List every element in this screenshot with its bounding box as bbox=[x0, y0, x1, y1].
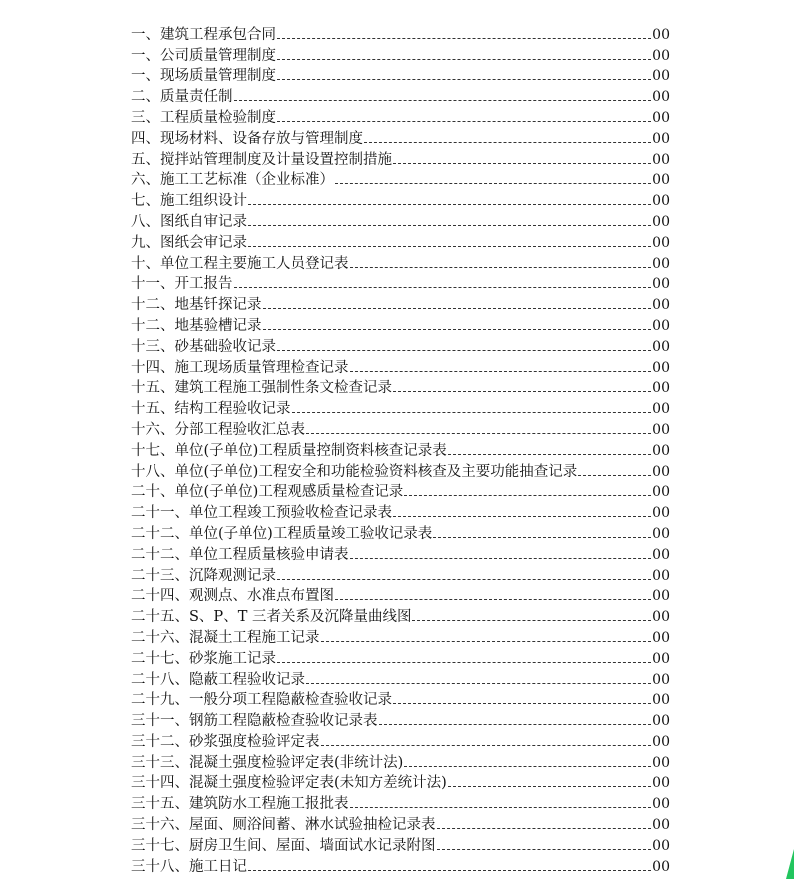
toc-entry bbox=[131, 856, 670, 877]
toc-entry bbox=[131, 294, 670, 315]
toc-entry-page-number: 00 bbox=[652, 26, 670, 43]
toc-entry-title: 十七、单位(子单位)工程质量控制资料核查记录表 bbox=[131, 442, 447, 459]
toc-dotted-leader bbox=[437, 849, 652, 850]
toc-dotted-leader bbox=[277, 579, 651, 580]
toc-dotted-leader bbox=[248, 870, 651, 871]
toc-entry-title: 七、施工组织设计 bbox=[131, 193, 247, 210]
toc-entry bbox=[131, 315, 670, 336]
toc-entry-title: 三十六、屋面、厕浴间蓄、淋水试验抽检记录表 bbox=[131, 817, 436, 834]
toc-dotted-leader bbox=[306, 683, 651, 684]
toc-entry-title: 二十五、S、P、T 三者关系及沉降量曲线图 bbox=[131, 609, 412, 626]
toc-entry bbox=[131, 274, 670, 295]
toc-entry bbox=[131, 149, 670, 170]
toc-dotted-leader bbox=[578, 475, 651, 476]
toc-entry-page-number: 00 bbox=[652, 89, 670, 106]
toc-dotted-leader bbox=[277, 662, 651, 663]
toc-entry-page-number: 00 bbox=[652, 47, 670, 64]
toc-entry-page-number: 00 bbox=[652, 151, 670, 168]
toc-entry-title: 二十、单位(子单位)工程观感质量检查记录 bbox=[131, 484, 404, 501]
toc-entry-page-number: 00 bbox=[652, 401, 670, 418]
toc-entry-title: 三十四、混凝土强度检验评定表(未知方差统计法) bbox=[131, 775, 447, 792]
toc-entry-title: 二十四、观测点、水准点布置图 bbox=[131, 588, 334, 605]
toc-entry bbox=[131, 814, 670, 835]
toc-dotted-leader bbox=[350, 558, 652, 559]
toc-entry-title: 八、图纸自审记录 bbox=[131, 213, 247, 230]
toc-entry bbox=[131, 502, 670, 523]
toc-entry-title: 十五、结构工程验收记录 bbox=[131, 401, 291, 418]
toc-dotted-leader bbox=[379, 724, 652, 725]
toc-entry-title: 一、建筑工程承包合同 bbox=[131, 26, 276, 43]
toc-entry-title: 二十二、单位(子单位)工程质量竣工验收记录表 bbox=[131, 525, 433, 542]
toc-dotted-leader bbox=[364, 142, 651, 143]
toc-dotted-leader bbox=[248, 225, 651, 226]
toc-entry-title: 二、质量责任制 bbox=[131, 89, 233, 106]
toc-entry-page-number: 00 bbox=[652, 858, 670, 875]
toc-entry-page-number: 00 bbox=[652, 193, 670, 210]
toc-entry-page-number: 00 bbox=[652, 130, 670, 147]
toc-entry-title: 十五、建筑工程施工强制性条文检查记录 bbox=[131, 380, 392, 397]
toc-dotted-leader bbox=[404, 766, 651, 767]
toc-dotted-leader bbox=[263, 329, 652, 330]
toc-entry-page-number: 00 bbox=[652, 650, 670, 667]
toc-entry-title: 五、搅拌站管理制度及计量设置控制措施 bbox=[131, 151, 392, 168]
toc-dotted-leader bbox=[393, 163, 651, 164]
toc-entry-page-number: 00 bbox=[652, 713, 670, 730]
toc-dotted-leader bbox=[248, 246, 651, 247]
toc-entry bbox=[131, 793, 670, 814]
toc-entry bbox=[131, 107, 670, 128]
toc-entry bbox=[131, 170, 670, 191]
toc-entry bbox=[131, 190, 670, 211]
toc-entry-title: 三十七、厨房卫生间、屋面、墙面试水记录附图 bbox=[131, 837, 436, 854]
toc-dotted-leader bbox=[335, 183, 651, 184]
toc-entry bbox=[131, 336, 670, 357]
toc-entry-title: 十一、开工报告 bbox=[131, 276, 233, 293]
toc-entry bbox=[131, 669, 670, 690]
corner-marker-icon bbox=[784, 849, 794, 879]
toc-entry-page-number: 00 bbox=[652, 837, 670, 854]
toc-entry-page-number: 00 bbox=[652, 213, 670, 230]
toc-entry-page-number: 00 bbox=[652, 775, 670, 792]
toc-entry-page-number: 00 bbox=[652, 297, 670, 314]
toc-dotted-leader bbox=[321, 745, 652, 746]
toc-entry-title: 十八、单位(子单位)工程安全和功能检验资料核查及主要功能抽查记录 bbox=[131, 463, 578, 480]
toc-entry bbox=[131, 253, 670, 274]
toc-entry-title: 二十八、隐蔽工程验收记录 bbox=[131, 671, 305, 688]
toc-entry-title: 十二、地基钎探记录 bbox=[131, 297, 262, 314]
toc-entry-title: 十三、砂基础验收记录 bbox=[131, 338, 276, 355]
toc-entry-title: 四、现场材料、设备存放与管理制度 bbox=[131, 130, 363, 147]
toc-entry-page-number: 00 bbox=[652, 609, 670, 626]
toc-entry bbox=[131, 45, 670, 66]
toc-dotted-leader bbox=[321, 641, 652, 642]
toc-dotted-leader bbox=[350, 267, 652, 268]
toc-entry-page-number: 00 bbox=[652, 588, 670, 605]
toc-entry-page-number: 00 bbox=[652, 276, 670, 293]
toc-entry-title: 三十五、建筑防水工程施工报批表 bbox=[131, 796, 349, 813]
toc-dotted-leader bbox=[393, 391, 651, 392]
toc-entry-title: 三十八、施工日记 bbox=[131, 858, 247, 875]
toc-entry-page-number: 00 bbox=[652, 255, 670, 272]
toc-entry-page-number: 00 bbox=[652, 442, 670, 459]
toc-entry bbox=[131, 835, 670, 856]
toc-entry-title: 三十二、砂浆强度检验评定表 bbox=[131, 733, 320, 750]
toc-entry-title: 二十一、单位工程竣工预验收检查记录表 bbox=[131, 505, 392, 522]
toc-entry bbox=[131, 544, 670, 565]
toc-entry bbox=[131, 398, 670, 419]
toc-entry-title: 三、工程质量检验制度 bbox=[131, 109, 276, 126]
toc-entry-title: 二十六、混凝土工程施工记录 bbox=[131, 629, 320, 646]
toc-dotted-leader bbox=[234, 287, 652, 288]
toc-entry-page-number: 00 bbox=[652, 338, 670, 355]
toc-entry-page-number: 00 bbox=[652, 733, 670, 750]
toc-entry-title: 十、单位工程主要施工人员登记表 bbox=[131, 255, 349, 272]
toc-entry-title: 三十三、混凝土强度检验评定表(非统计法) bbox=[131, 754, 404, 771]
toc-entry-page-number: 00 bbox=[652, 629, 670, 646]
toc-entry bbox=[131, 648, 670, 669]
toc-entry bbox=[131, 461, 670, 482]
toc-entry bbox=[131, 419, 670, 440]
toc-dotted-leader bbox=[263, 308, 652, 309]
toc-entry bbox=[131, 128, 670, 149]
toc-dotted-leader bbox=[404, 495, 651, 496]
toc-dotted-leader bbox=[277, 350, 651, 351]
toc-entry-title: 二十九、一般分项工程隐蔽检查验收记录 bbox=[131, 692, 392, 709]
toc-entry-page-number: 00 bbox=[652, 463, 670, 480]
toc-entry-title: 十六、分部工程验收汇总表 bbox=[131, 421, 305, 438]
toc-entry bbox=[131, 211, 670, 232]
toc-entry-title: 二十七、砂浆施工记录 bbox=[131, 650, 276, 667]
toc-entry-title: 十二、地基验槽记录 bbox=[131, 317, 262, 334]
toc-entry-page-number: 00 bbox=[652, 525, 670, 542]
toc-entry-page-number: 00 bbox=[652, 817, 670, 834]
toc-entry bbox=[131, 523, 670, 544]
toc-dotted-leader bbox=[277, 121, 651, 122]
toc-entry-page-number: 00 bbox=[652, 546, 670, 563]
toc-entry-page-number: 00 bbox=[652, 234, 670, 251]
toc-entry bbox=[131, 690, 670, 711]
toc-entry-page-number: 00 bbox=[652, 671, 670, 688]
toc-entry bbox=[131, 357, 670, 378]
toc-dotted-leader bbox=[448, 786, 651, 787]
toc-entry-page-number: 00 bbox=[652, 505, 670, 522]
toc-entry bbox=[131, 232, 670, 253]
toc-entry-page-number: 00 bbox=[652, 754, 670, 771]
toc-entry-page-number: 00 bbox=[652, 317, 670, 334]
toc-entry-title: 一、公司质量管理制度 bbox=[131, 47, 276, 64]
toc-entry bbox=[131, 378, 670, 399]
toc-dotted-leader bbox=[412, 620, 651, 621]
toc-entry-title: 三十一、钢筋工程隐蔽检查验收记录表 bbox=[131, 713, 378, 730]
toc-entry-page-number: 00 bbox=[652, 359, 670, 376]
toc-entry-title: 一、现场质量管理制度 bbox=[131, 68, 276, 85]
toc-dotted-leader bbox=[448, 454, 651, 455]
toc-entry-page-number: 00 bbox=[652, 421, 670, 438]
toc-entry-page-number: 00 bbox=[652, 109, 670, 126]
toc-entry bbox=[131, 752, 670, 773]
toc-entry bbox=[131, 731, 670, 752]
toc-entry bbox=[131, 627, 670, 648]
toc-entry-title: 十四、施工现场质量管理检查记录 bbox=[131, 359, 349, 376]
table-of-contents bbox=[131, 24, 670, 877]
toc-entry-title: 六、施工工艺标准（企业标准） bbox=[131, 172, 334, 189]
toc-dotted-leader bbox=[277, 79, 651, 80]
toc-entry-page-number: 00 bbox=[652, 567, 670, 584]
toc-dotted-leader bbox=[350, 371, 652, 372]
toc-dotted-leader bbox=[277, 38, 651, 39]
toc-dotted-leader bbox=[350, 807, 652, 808]
toc-dotted-leader bbox=[433, 537, 651, 538]
toc-dotted-leader bbox=[234, 100, 652, 101]
toc-entry bbox=[131, 773, 670, 794]
toc-entry-page-number: 00 bbox=[652, 380, 670, 397]
toc-entry bbox=[131, 86, 670, 107]
toc-entry bbox=[131, 66, 670, 87]
toc-entry bbox=[131, 440, 670, 461]
toc-entry bbox=[131, 24, 670, 45]
toc-entry-page-number: 00 bbox=[652, 692, 670, 709]
toc-dotted-leader bbox=[292, 412, 652, 413]
toc-entry-page-number: 00 bbox=[652, 68, 670, 85]
toc-entry bbox=[131, 606, 670, 627]
toc-entry-page-number: 00 bbox=[652, 484, 670, 501]
toc-entry-title: 二十三、沉降观测记录 bbox=[131, 567, 276, 584]
toc-dotted-leader bbox=[248, 204, 651, 205]
toc-dotted-leader bbox=[437, 828, 652, 829]
toc-dotted-leader bbox=[277, 59, 651, 60]
toc-entry-title: 九、图纸会审记录 bbox=[131, 234, 247, 251]
toc-dotted-leader bbox=[335, 599, 651, 600]
toc-entry bbox=[131, 710, 670, 731]
toc-entry-page-number: 00 bbox=[652, 796, 670, 813]
toc-entry-title: 二十二、单位工程质量核验申请表 bbox=[131, 546, 349, 563]
toc-dotted-leader bbox=[393, 703, 651, 704]
toc-entry bbox=[131, 482, 670, 503]
toc-dotted-leader bbox=[393, 516, 651, 517]
toc-dotted-leader bbox=[306, 433, 651, 434]
toc-entry-page-number: 00 bbox=[652, 172, 670, 189]
toc-entry bbox=[131, 586, 670, 607]
toc-entry bbox=[131, 565, 670, 586]
